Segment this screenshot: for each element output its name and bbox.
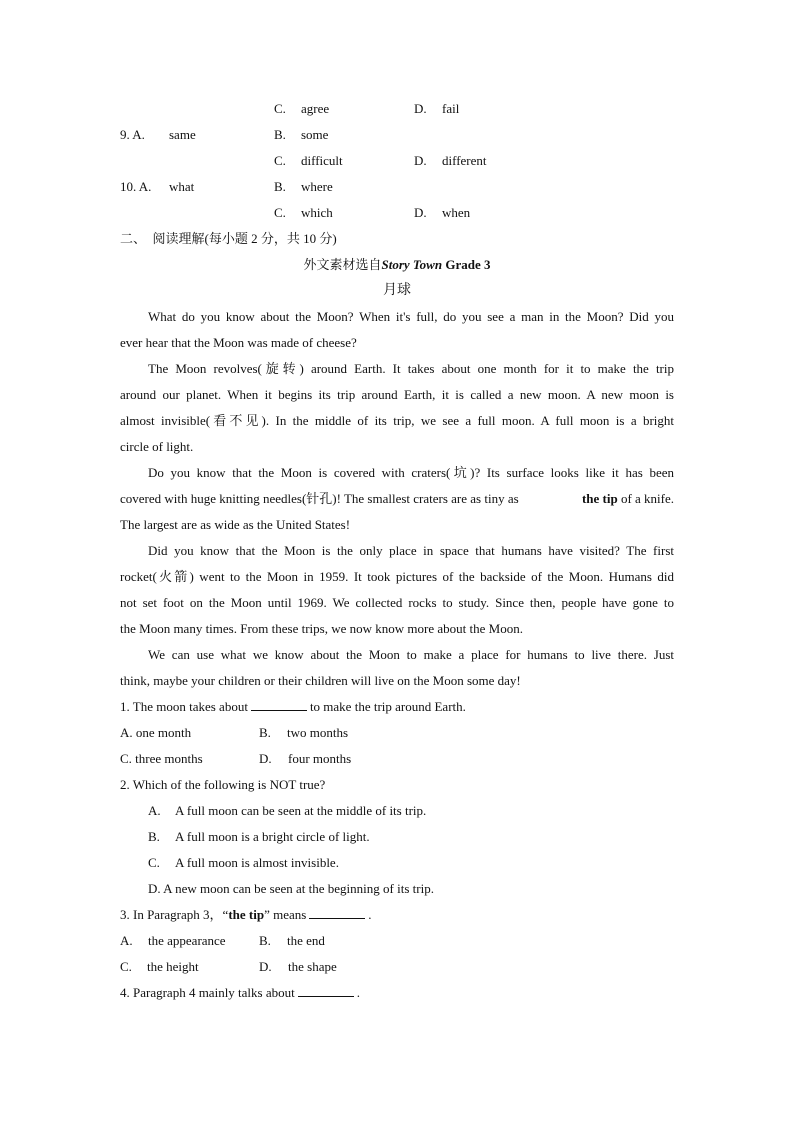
option-text: A full moon is almost invisible. (175, 855, 339, 870)
passage-line: ever hear that the Moon was made of cheese? (120, 335, 357, 350)
stem-text: 4. Paragraph 4 mainly talks about (120, 985, 295, 1000)
option-text: where (301, 179, 333, 194)
section-heading: 二、 阅读理解(每小题 2 分，共 10 分) (120, 231, 337, 246)
passage-line: The Moon revolves(旋转) around Earth. It takes about one month for it to make the trip (148, 361, 674, 376)
key-phrase: the tip (581, 491, 618, 506)
passage-line: Did you know that the Moon is the only place in space that humans have visited? The first (148, 543, 674, 558)
passage-line: rocket(火箭) went to the Moon in 1959. It took pictures of the backside of the Moon. Humans did (120, 569, 674, 584)
passage-line: Do you know that the Moon is covered with craters(坑)? Its surface looks like it has been (148, 465, 674, 480)
option-letter: D. (414, 101, 427, 116)
answer-blank (298, 985, 354, 997)
question-stem (120, 985, 360, 1001)
passage-line: the Moon many times. From these trips, we now know more about the Moon. (120, 621, 523, 636)
option-letter: B. (274, 127, 286, 142)
source-line (0, 257, 794, 273)
stem-text: . (368, 907, 372, 922)
option: C. three months (120, 751, 203, 766)
question-stem: 2. Which of the following is NOT true? (120, 777, 326, 792)
passage-line: We can use what we know about the Moon to make a place for humans to live there. Just (148, 647, 674, 662)
stem-text: ” means (264, 907, 307, 922)
question-stem (120, 907, 372, 923)
option-text: some (301, 127, 329, 142)
passage-title: 月球 (383, 283, 411, 298)
option-letter: D. (259, 959, 272, 974)
passage-line: circle of light. (120, 439, 194, 454)
option-text: the end (287, 933, 325, 948)
option-letter: C. (120, 959, 132, 974)
stem-text: 3. In Paragraph 3，“ (120, 907, 229, 922)
option-text: the appearance (148, 933, 226, 948)
answer-blank (309, 907, 365, 919)
question-number: 9. A. (120, 127, 145, 142)
option-letter: C. (274, 153, 286, 168)
option-letter: C. (274, 101, 286, 116)
question-stem (120, 699, 466, 715)
option-text: what (169, 179, 195, 194)
passage-line: think, maybe your children or their children will live on the Moon some day! (120, 673, 521, 688)
passage-text: covered with huge knitting needles(针孔)! The smallest craters are as tiny as (120, 491, 519, 506)
option-text: difficult (301, 153, 343, 168)
question-number: 10. A. (120, 179, 152, 194)
option-text: which (301, 205, 333, 220)
passage-line (120, 491, 674, 507)
stem-text: to make the trip around Earth. (309, 699, 466, 714)
source-grade: Grade 3 (445, 257, 491, 272)
answer-blank (251, 699, 307, 711)
passage-line: not set foot on the Moon until 1969. We collected rocks to study. Since then, people have gone to (120, 595, 674, 610)
option: A. one month (120, 725, 192, 740)
option-letter: D. (414, 205, 427, 220)
option-text: fail (442, 101, 460, 116)
option-letter: A. (120, 933, 133, 948)
option-text: A full moon can be seen at the middle of its trip. (175, 803, 427, 818)
option-text: different (442, 153, 487, 168)
option-letter: B. (274, 179, 286, 194)
option-letter: C. (274, 205, 286, 220)
option-letter: D. (259, 751, 272, 766)
source-book: Story Town (381, 257, 443, 272)
option-text: A full moon is a bright circle of light. (175, 829, 370, 844)
option-text: two months (287, 725, 349, 740)
passage-line: The largest are as wide as the United States! (120, 517, 351, 532)
key-phrase: the tip (228, 907, 265, 922)
option-letter: D. (414, 153, 427, 168)
option-letter: A. (148, 803, 161, 818)
passage-line: around our planet. When it begins its trip around Earth, it is called a new moon. A new moon is (120, 387, 674, 402)
stem-text: . (356, 985, 360, 1000)
option-text: the height (147, 959, 199, 974)
option: D. A new moon can be seen at the beginning of its trip. (148, 881, 434, 896)
passage-line: What do you know about the Moon? When it's full, do you see a man in the Moon? Did you (148, 309, 674, 324)
option-text: the shape (288, 959, 337, 974)
passage-line: almost invisible(看不见). In the middle of its trip, we see a full moon. A full moon is a bright (120, 413, 674, 428)
option-letter: C. (148, 855, 160, 870)
option-letter: B. (148, 829, 160, 844)
source-prefix: 外文素材选自 (303, 257, 382, 272)
option-text: agree (301, 101, 330, 116)
passage-text: of a knife. (620, 491, 674, 506)
option-text: same (169, 127, 196, 142)
stem-text: 1. The moon takes about (120, 699, 248, 714)
option-text: four months (288, 751, 352, 766)
option-text: when (442, 205, 471, 220)
option-letter: B. (259, 933, 271, 948)
option-letter: B. (259, 725, 271, 740)
